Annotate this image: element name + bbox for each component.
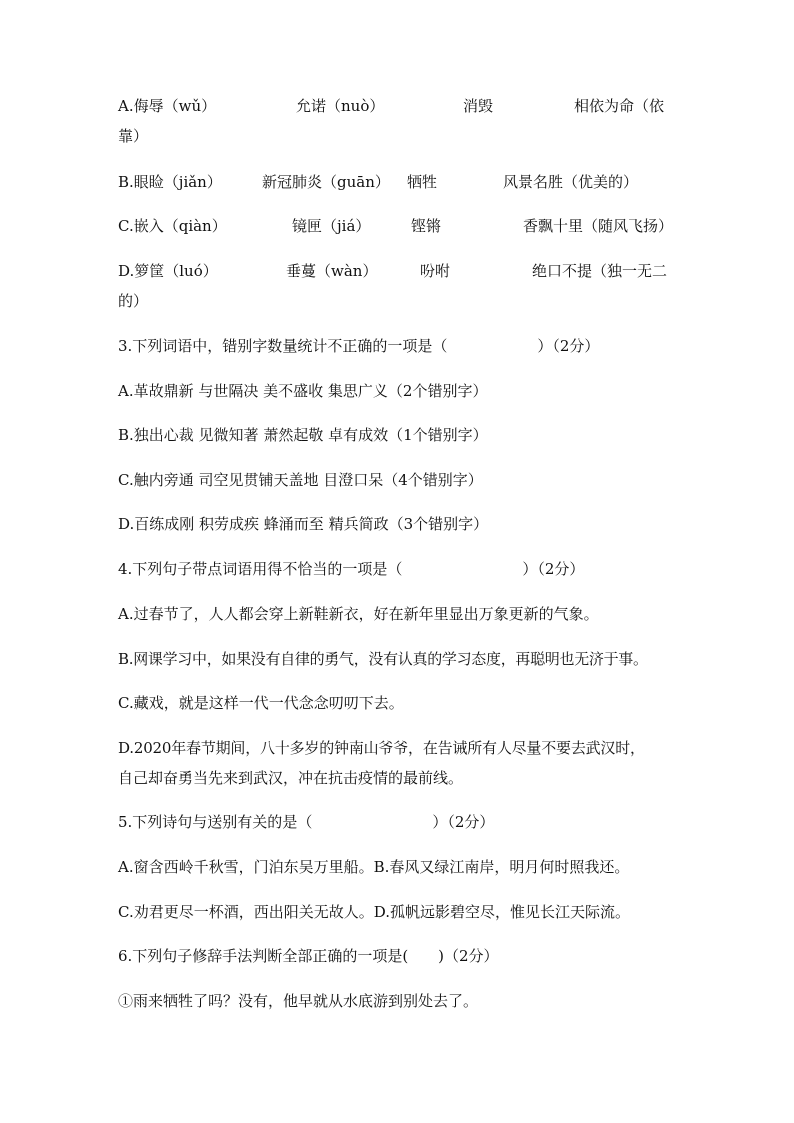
q2-c-word1: C.嵌入（qiàn） (118, 217, 227, 235)
q6-item-1: ①雨来牺牲了吗？没有，他早就从水底游到别处去了。 (118, 992, 479, 1010)
q2-b-word2: 新冠肺炎（guān） (262, 173, 390, 191)
q3-option-b: B.独出心裁 见微知著 萧然起敬 卓有成效（1个错别字） (118, 426, 488, 444)
q2-c-word2: 镜匣（jiá） (292, 217, 371, 235)
q4-stem: 4.下列句子带点词语用得不恰当的一项是（ ）（2分） (118, 560, 585, 578)
q3-option-d: D.百练成刚 积劳成疾 蜂涌而至 精兵简政（3个错别字） (118, 515, 489, 533)
q4-option-b: B.网课学习中，如果没有自律的勇气，没有认真的学习态度，再聪明也无济于事。 (118, 650, 648, 668)
q2-d-word4: 绝口不提（独一无二 (532, 262, 668, 280)
q3-option-c: C.触内旁通 司空见贯铺天盖地 目澄口呆（4个错别字） (118, 471, 483, 489)
q2-a-word3: 消毁 (463, 97, 494, 115)
q2-b-word4: 风景名胜（优美的） (503, 173, 639, 191)
q2-a-word4-continued: 靠） (118, 127, 149, 145)
q3-option-a: A.革故鼎新 与世隔决 美不盛收 集思广义（2个错别字） (118, 382, 488, 400)
q4-option-d: D.2020年春节期间，八十多岁的钟南山爷爷，在告诫所有人尽量不要去武汉时， (118, 739, 645, 757)
q4-option-c: C.藏戏，就是这样一代一代念念叨叨下去。 (118, 694, 404, 712)
q5-options-ab: A.窗含西岭千秋雪，门泊东吴万里船。B.春风又绿江南岸，明月何时照我还。 (118, 858, 630, 876)
q3-stem: 3.下列词语中，错别字数量统计不正确的一项是（ ）（2分） (118, 337, 600, 355)
q5-stem: 5.下列诗句与送别有关的是（ ）（2分） (118, 813, 495, 831)
q2-a-word4: 相依为命（依 (574, 97, 665, 115)
q2-d-word4-continued: 的） (118, 292, 149, 310)
q2-c-word4: 香飘十里（随风飞扬） (523, 217, 674, 235)
q2-a-word1: A.侮辱（wǔ） (118, 97, 217, 115)
q2-b-word3: 牺牲 (407, 173, 438, 191)
q4-option-d-continued: 自己却奋勇当先来到武汉，冲在抗击疫情的最前线。 (118, 769, 464, 787)
q2-d-word1: D.箩筐（luó） (118, 262, 218, 280)
q5-options-cd: C.劝君更尽一杯酒，西出阳关无故人。D.孤帆远影碧空尽，惟见长江天际流。 (118, 903, 630, 921)
q2-d-word2: 垂蔓（wàn） (286, 262, 378, 280)
q6-stem: 6.下列句子修辞手法判断全部正确的一项是( )（2分） (118, 947, 499, 965)
q4-option-a: A.过春节了，人人都会穿上新鞋新衣，好在新年里显出万象更新的气象。 (118, 605, 599, 623)
q2-a-word2: 允诺（nuò） (296, 97, 385, 115)
q2-d-word3: 吩咐 (420, 262, 451, 280)
q2-b-word1: B.眼睑（jiǎn） (118, 173, 222, 191)
q2-c-word3: 铿锵 (411, 217, 442, 235)
